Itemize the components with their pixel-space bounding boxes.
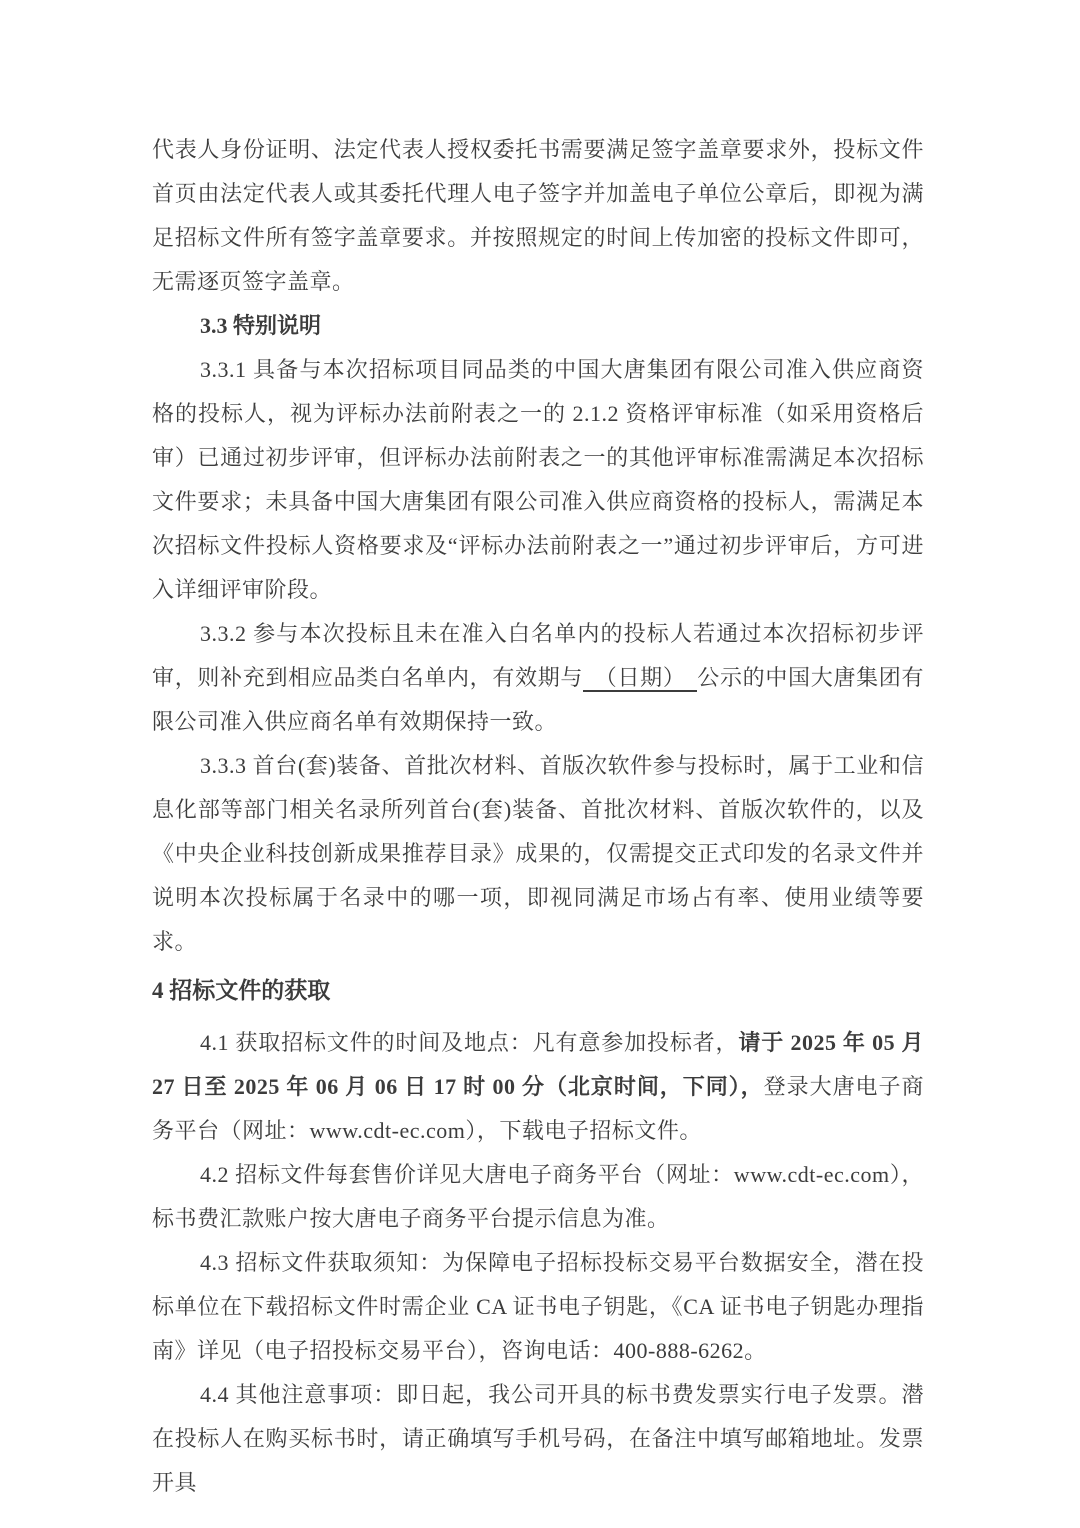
paragraph-3-3-3: 3.3.3 首台(套)装备、首批次材料、首版次软件参与投标时，属于工业和信息化部等部门相关名录所列首台(套)装备、首批次材料、首版次软件的，以及《中央企业科技创新成果推荐目录》成果的，仅需提交正式印发的名录文件并说明本次投标属于名录中的哪一项，即视同满足市场占有率、使用业绩等要求。	[152, 753, 924, 954]
paragraph-3-3-1: 3.3.1 具备与本次招标项目同品类的中国大唐集团有限公司准入供应商资格的投标人，视为评标办法前附表之一的 2.1.2 资格评审标准（如采用资格后审）已通过初步评审，但评标办法前附表之一的其他评审标准需满足本次招标文件要求；未具备中国大唐集团有限公司准入供应商资格的投标人，需满足本次招标文件投标人资格要求及“评标办法前附表之一”通过初步评审后，方可进入详细评审阶段。	[152, 357, 924, 602]
paragraph-3-3-2-text-pre: 3.3.2 参与本次投标且未在准入白名单内的投标人若通过本次招标初步评审，则补充到相应品类白名单内，有效期与	[152, 621, 924, 690]
paragraph-3-3-2	[152, 612, 924, 744]
paragraph-4-2: 4.2 招标文件每套售价详见大唐电子商务平台（网址：www.cdt-ec.com），标书费汇款账户按大唐电子商务平台提示信息为准。	[152, 1162, 924, 1231]
heading-3-3-special-notes: 3.3 特别说明	[200, 313, 322, 338]
paragraph-4-4: 4.4 其他注意事项：即日起，我公司开具的标书费发票实行电子发票。潜在投标人在购买标书时，请正确填写手机号码，在备注中填写邮箱地址。发票开具	[152, 1382, 924, 1495]
paragraph-4-1-text-pre: 4.1 获取招标文件的时间及地点：凡有意参加投标者，	[200, 1030, 739, 1055]
document-content	[152, 128, 924, 1505]
date-blank-underline: （日期）	[583, 665, 698, 690]
heading-4-obtaining-bid-documents: 4 招标文件的获取	[152, 978, 331, 1003]
paragraph-signature-seal-continuation: 代表人身份证明、法定代表人授权委托书需要满足签字盖章要求外，投标文件首页由法定代表人或其委托代理人电子签字并加盖电子单位公章后，即视为满足招标文件所有签字盖章要求。并按照规定的时间上传加密的投标文件即可，无需逐页签字盖章。	[152, 137, 924, 294]
paragraph-4-1-deadline-bold: 请于 2025 年 05 月 27 日至 2025 年 06 月 06 日 17 时 00 分（北京时间，下同），	[152, 1030, 924, 1099]
paragraph-4-3: 4.3 招标文件获取须知：为保障电子招标投标交易平台数据安全，潜在投标单位在下载招标文件时需企业 CA 证书电子钥匙，《CA 证书电子钥匙办理指南》详见（电子招投标交易平台），咨询电话：400-888-6262。	[152, 1250, 924, 1363]
paragraph-4-1	[152, 1021, 924, 1153]
paragraph-3-3-2-text-post: 公示的中国大唐集团有限公司准入供应商名单有效期保持一致。	[152, 665, 924, 734]
paragraph-4-1-text-post: 登录大唐电子商务平台（网址：www.cdt-ec.com），下载电子招标文件。	[152, 1074, 924, 1143]
